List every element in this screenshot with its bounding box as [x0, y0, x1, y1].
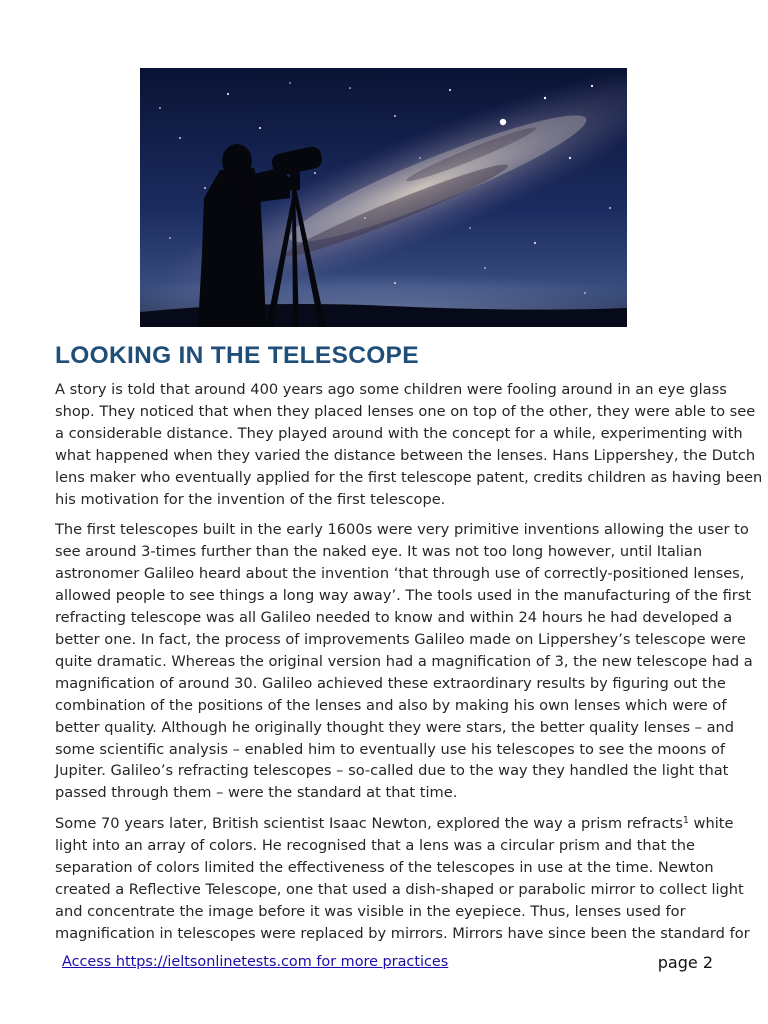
text-line: A story is told that around 400 years ago some children were fooling around in an eye glass [55, 381, 727, 398]
text-fragment: Some 70 years later, British scientist Isaac Newton, explored the way a prism refracts [55, 815, 683, 833]
page-number: page 2 [657, 953, 713, 972]
text-line: some scientific analysis – enabled him to eventually use his telescopes to see the moons of [55, 740, 726, 758]
text-line: and concentrate the image before it was visible in the eyepiece. Thus, lenses used for [55, 902, 686, 920]
text-line: what happened when they varied the distance between the lenses. Hans Lippershey, the Dutch [55, 446, 756, 464]
text-line: magnification of around 30. Galileo achieved these extraordinary results by figuring out the [55, 674, 726, 692]
paragraph-2 [55, 519, 753, 804]
article-title: LOOKING IN THE TELESCOPE [55, 342, 419, 369]
text-line: Jupiter. Galileo’s refracting telescopes – so-called due to the way they handled the light that [55, 762, 729, 780]
hero-image [140, 68, 627, 327]
text-line: separation of colors limited the effectiveness of the telescopes in use at the time. Newton [55, 859, 714, 877]
text-line-with-footnote [55, 813, 734, 835]
text-line: The first telescopes built in the early 1600s were very primitive inventions allowing the user to [55, 521, 749, 539]
text-line: a considerable distance. They played around with the concept for a while, experimenting with [55, 424, 743, 442]
text-line: quite dramatic. Whereas the original version had a magnification of 3, the new telescope had a [55, 652, 753, 670]
text-line: passed through them – were the standard at that time. [55, 784, 458, 802]
text-line: combination of the positions of the lenses and also by making his own lenses which were of [55, 696, 727, 714]
paragraph-1 [55, 379, 763, 510]
paragraph-3 [55, 813, 750, 944]
stargazer-telescope-photo [140, 68, 627, 327]
text-line: better quality. Although he originally thought they were stars, the better quality lenses – and [55, 718, 735, 736]
text-line: refracting telescope was all Galileo needed to know and within 24 hours he had developed a [55, 609, 733, 627]
text-line: created a Reflective Telescope, one that used a dish-shaped or parabolic mirror to collect light [55, 880, 744, 898]
text-line: light into an array of colors. He recognised that a lens was a circular prism and that the [55, 837, 695, 855]
footnote-marker: 1 [682, 815, 689, 826]
text-line: lens maker who eventually applied for the first telescope patent, credits children as having been [55, 468, 763, 486]
text-fragment: white [688, 815, 734, 833]
text-line: shop. They noticed that when they placed lenses one on top of the other, they were able to see [55, 402, 756, 420]
text-line: see around 3-times further than the naked eye. It was not too long however, until Italian [55, 543, 703, 561]
text-line: his motivation for the invention of the first telescope. [55, 490, 446, 508]
text-line: better one. In fact, the process of improvements Galileo made on Lippershey’s telescope were [55, 630, 746, 648]
text-line: magnification in telescopes were replaced by mirrors. Mirrors have since been the standard for [55, 924, 750, 942]
text-line: astronomer Galileo heard about the invention ‘that through use of correctly-positioned lenses, [55, 565, 745, 583]
article-body [55, 379, 763, 954]
text-line: allowed people to see things a long way away’. The tools used in the manufacturing of the first [55, 587, 752, 605]
footer-practice-link[interactable]: Access https://ieltsonlinetests.com for more practices [62, 954, 449, 970]
